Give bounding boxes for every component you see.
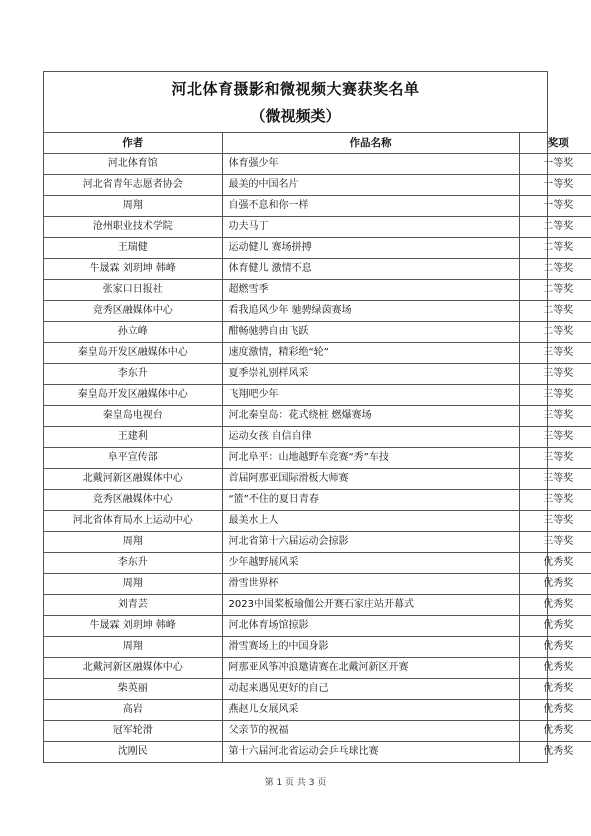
author-cell: 河北省体育局水上运动中心 [44,511,222,532]
prize-cell: 优秀奖 [519,742,591,763]
table-row [44,406,591,427]
table-row [44,553,591,574]
work-cell: 超燃雪季 [222,280,519,301]
prize-cell: 二等奖 [519,280,591,301]
title-block [44,72,547,133]
table-row [44,658,591,679]
author-cell: 河北省青年志愿者协会 [44,175,222,196]
table-row [44,196,591,217]
table-row [44,511,591,532]
author-cell: 竞秀区融媒体中心 [44,301,222,322]
prize-cell: 三等奖 [519,490,591,511]
table-row [44,427,591,448]
author-cell: 柴英丽 [44,679,222,700]
table-row [44,217,591,238]
work-cell: 河北秦皇岛：花式绕桩 燃爆赛场 [222,406,519,427]
author-cell: 王建利 [44,427,222,448]
author-cell: 冠军轮滑 [44,721,222,742]
prize-cell: 三等奖 [519,469,591,490]
prize-cell: 优秀奖 [519,658,591,679]
work-cell: 运动女孩 自信自律 [222,427,519,448]
author-cell: 周翔 [44,637,222,658]
work-cell: 第十六届河北省运动会乒乓球比赛 [222,742,519,763]
table-row [44,490,591,511]
table-row [44,679,591,700]
work-cell: 河北省第十六届运动会掠影 [222,532,519,553]
prize-cell: 一等奖 [519,196,591,217]
work-cell: 看我追风少年 驰骋绿茵赛场 [222,301,519,322]
prize-cell: 三等奖 [519,511,591,532]
work-cell: 最美水上人 [222,511,519,532]
author-cell: 秦皇岛开发区融媒体中心 [44,343,222,364]
work-cell: 体育强少年 [222,154,519,175]
work-cell: 运动健儿 赛场拼搏 [222,238,519,259]
work-cell: 滑雪赛场上的中国身影 [222,637,519,658]
table-row [44,385,591,406]
table-row [44,238,591,259]
work-cell: 功夫马丁 [222,217,519,238]
author-cell: 北戴河新区融媒体中心 [44,658,222,679]
prize-cell: 一等奖 [519,154,591,175]
work-cell: 燕赵儿女展风采 [222,700,519,721]
table-row [44,742,591,763]
work-cell: 河北阜平：山地越野车竞赛“秀”车技 [222,448,519,469]
prize-cell: 优秀奖 [519,616,591,637]
prize-cell: 优秀奖 [519,700,591,721]
author-cell: 沧州职业技术学院 [44,217,222,238]
author-cell: 沈刚民 [44,742,222,763]
column-header-prize: 奖项 [519,133,591,154]
prize-cell: 二等奖 [519,217,591,238]
table-row [44,364,591,385]
author-cell: 李东升 [44,364,222,385]
work-cell: 夏季崇礼别样风采 [222,364,519,385]
work-cell: 河北体育场馆掠影 [222,616,519,637]
table-row [44,595,591,616]
table-row [44,637,591,658]
author-cell: 张家口日报社 [44,280,222,301]
table-row [44,574,591,595]
work-cell: 自强不息和你一样 [222,196,519,217]
table-row [44,469,591,490]
prize-cell: 二等奖 [519,238,591,259]
table-row [44,616,591,637]
work-cell: 滑雪世界杯 [222,574,519,595]
table-row [44,448,591,469]
table-row [44,301,591,322]
table-row [44,343,591,364]
prize-cell: 三等奖 [519,385,591,406]
prize-cell: 优秀奖 [519,553,591,574]
author-cell: 高岩 [44,700,222,721]
column-header-author: 作者 [44,133,222,154]
prize-cell: 三等奖 [519,532,591,553]
author-cell: 刘青芸 [44,595,222,616]
author-cell: 周翔 [44,532,222,553]
page-footer: 第 1 页 共 3 页 [264,778,327,788]
results-table [44,133,591,762]
prize-cell: 三等奖 [519,343,591,364]
author-cell: 孙立峰 [44,322,222,343]
work-cell: 体育健儿 激情不息 [222,259,519,280]
author-cell: 秦皇岛电视台 [44,406,222,427]
prize-cell: 三等奖 [519,427,591,448]
author-cell: 牛晟霖 刘玥坤 韩峰 [44,259,222,280]
prize-cell: 一等奖 [519,175,591,196]
author-cell: 阜平宣传部 [44,448,222,469]
prize-cell: 二等奖 [519,322,591,343]
author-cell: 牛晟霖 刘玥坤 韩峰 [44,616,222,637]
work-cell: 父亲节的祝福 [222,721,519,742]
work-cell: 2023中国桨板瑜伽公开赛石家庄站开幕式 [222,595,519,616]
table-row [44,280,591,301]
author-cell: 河北体育馆 [44,154,222,175]
page-subtitle: （微视频类） [250,107,341,125]
work-cell: 酣畅驰骋自由飞跃 [222,322,519,343]
work-cell: 动起来遇见更好的自己 [222,679,519,700]
prize-cell: 二等奖 [519,259,591,280]
work-cell: 最美的中国名片 [222,175,519,196]
column-header-work: 作品名称 [222,133,519,154]
author-cell: 竞秀区融媒体中心 [44,490,222,511]
work-cell: 阿那亚风筝冲浪邀请赛在北戴河新区开赛 [222,658,519,679]
table-row [44,175,591,196]
prize-cell: 优秀奖 [519,721,591,742]
work-cell: 首届阿那亚国际滑板大师赛 [222,469,519,490]
work-cell: 速度激情，精彩绝“轮” [222,343,519,364]
author-cell: 李东升 [44,553,222,574]
table-row [44,700,591,721]
author-cell: 北戴河新区融媒体中心 [44,469,222,490]
work-cell: 飞翔吧少年 [222,385,519,406]
author-cell: 秦皇岛开发区融媒体中心 [44,385,222,406]
prize-cell: 三等奖 [519,364,591,385]
author-cell: 周翔 [44,574,222,595]
work-cell: “篮”不住的夏日青春 [222,490,519,511]
author-cell: 王瑞健 [44,238,222,259]
table-row [44,154,591,175]
prize-cell: 优秀奖 [519,574,591,595]
table-row [44,721,591,742]
table-row [44,322,591,343]
prize-cell: 二等奖 [519,301,591,322]
prize-cell: 优秀奖 [519,679,591,700]
prize-cell: 三等奖 [519,406,591,427]
page-title: 河北体育摄影和微视频大赛获奖名单 [171,80,420,98]
work-cell: 少年越野展风采 [222,553,519,574]
award-list-table [43,71,574,763]
table-row [44,259,591,280]
prize-cell: 三等奖 [519,448,591,469]
prize-cell: 优秀奖 [519,637,591,658]
table-header-row [44,133,591,154]
table-body [44,154,591,763]
prize-cell: 优秀奖 [519,595,591,616]
table-row [44,532,591,553]
author-cell: 周翔 [44,196,222,217]
